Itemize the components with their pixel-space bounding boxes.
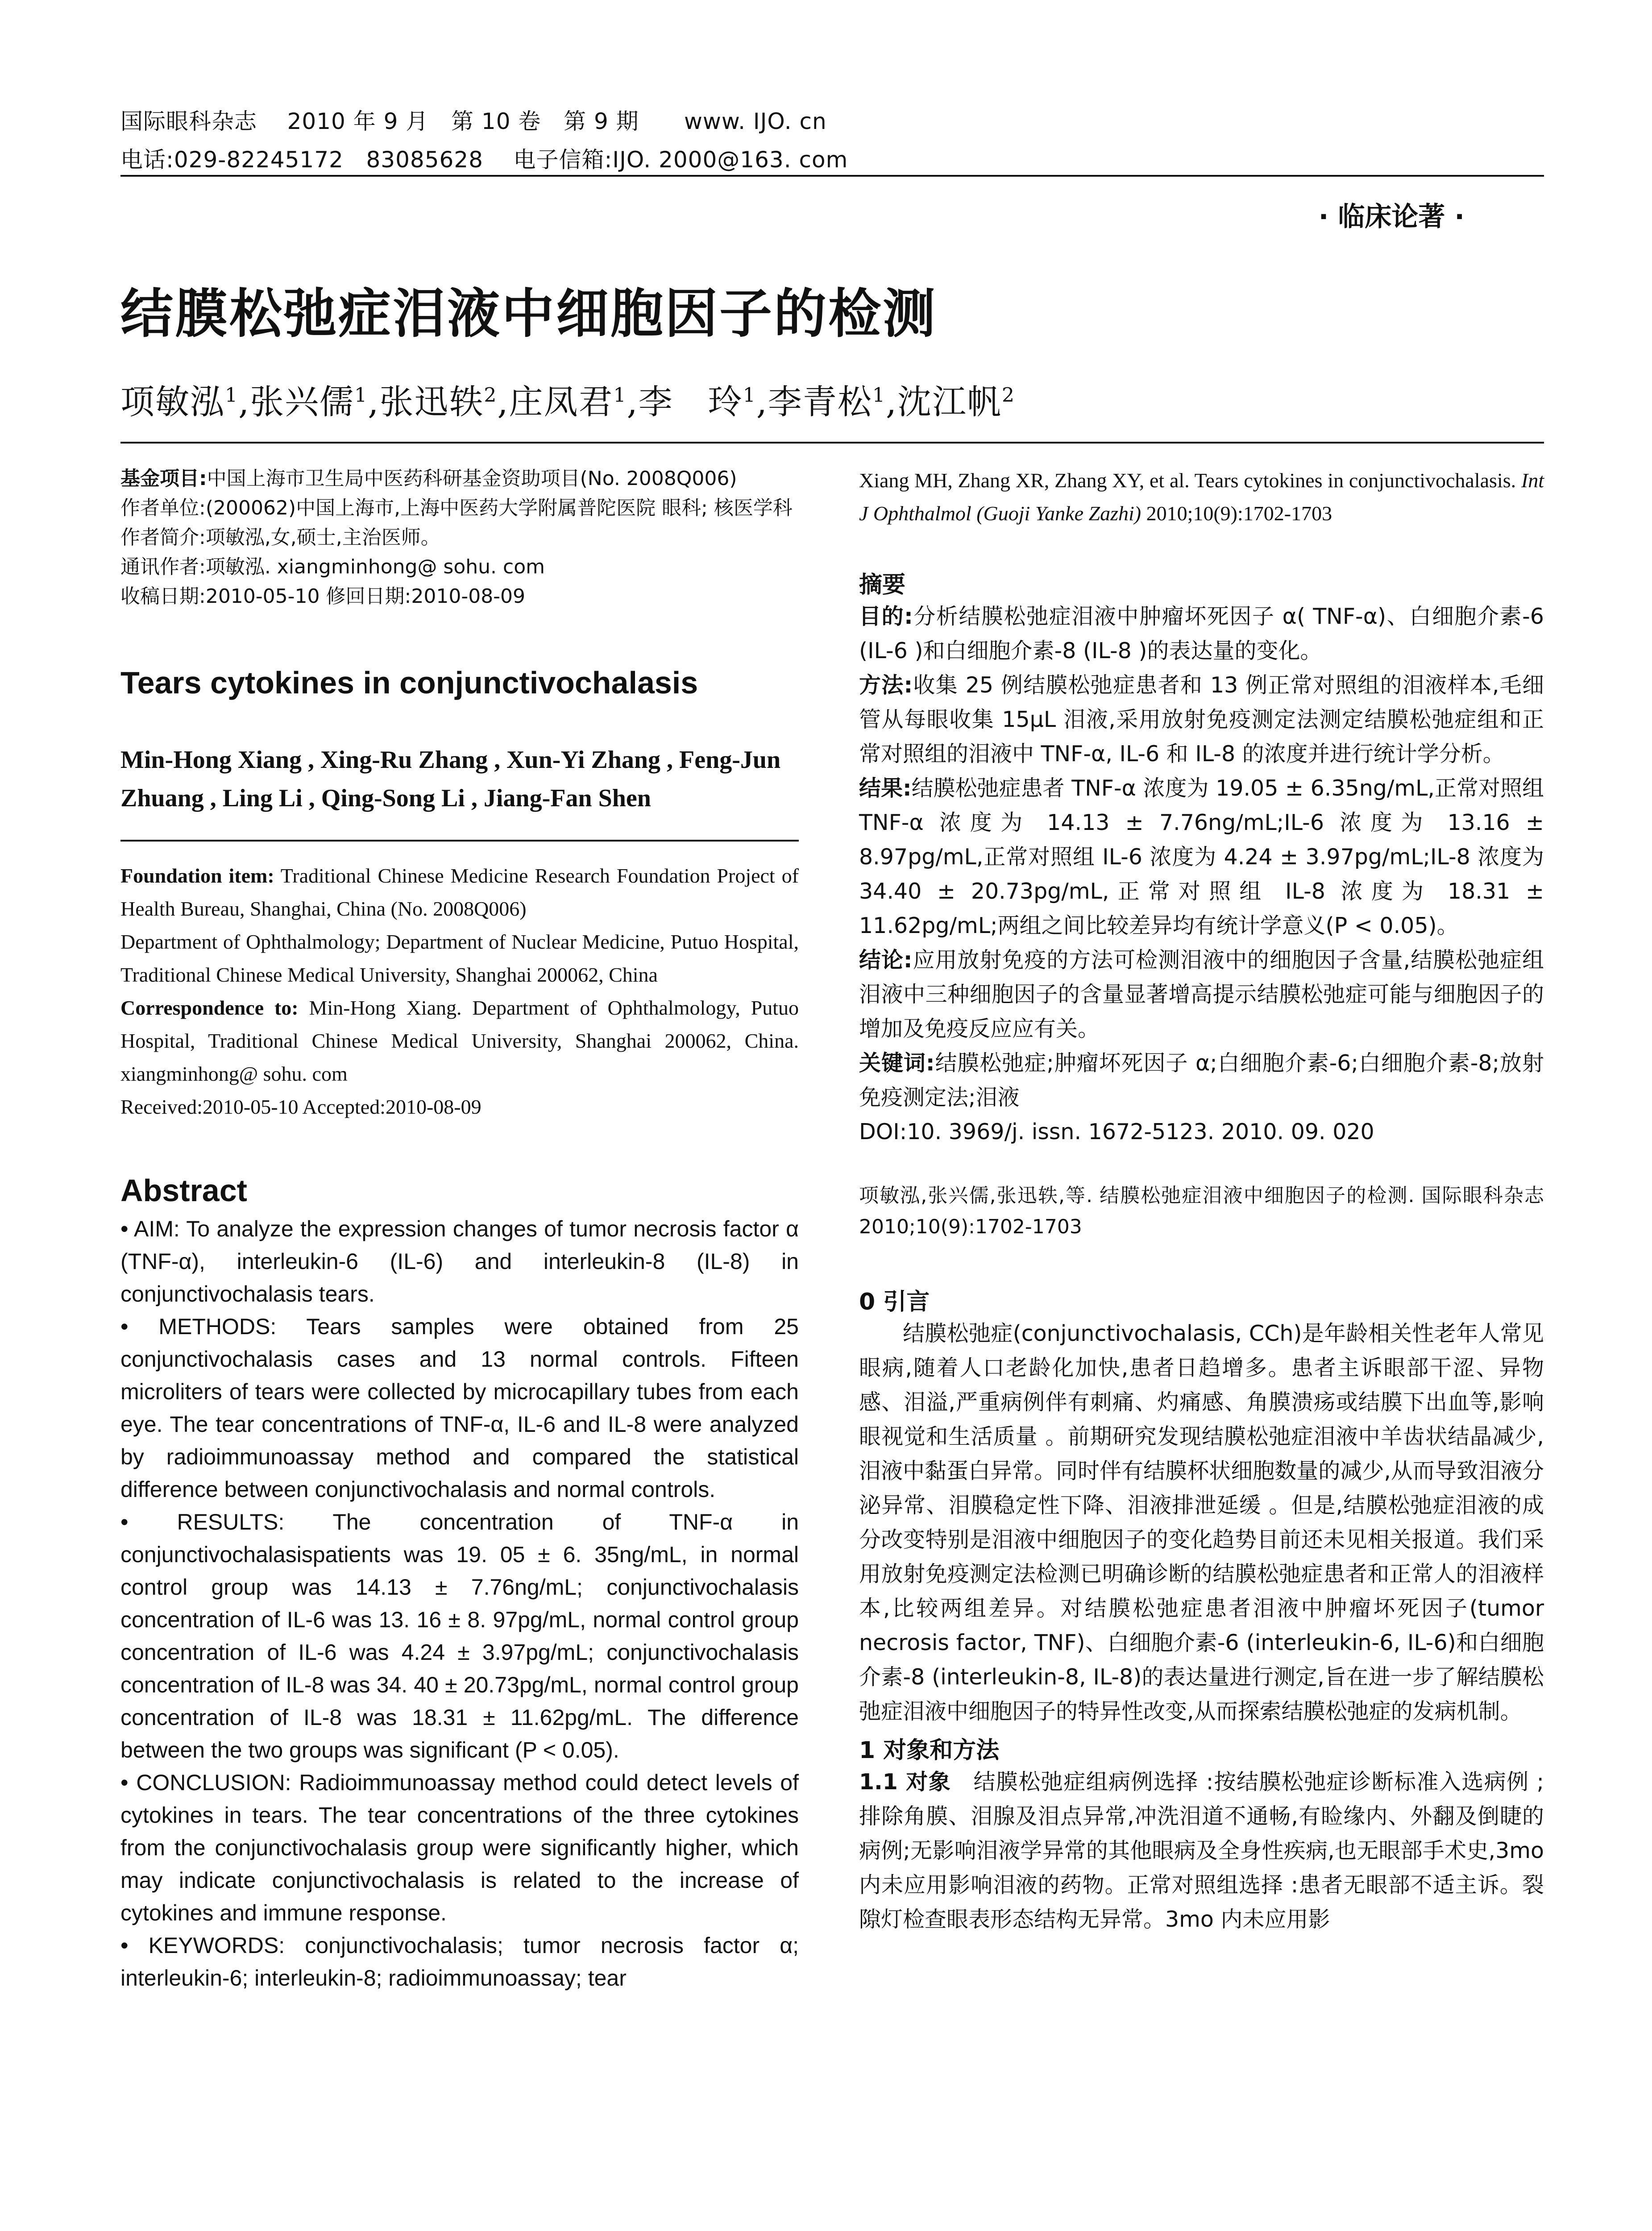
zh-conclusion-label: 结论:: [859, 947, 913, 973]
header-rule: [120, 175, 1544, 177]
foundation-label: Foundation item:: [120, 864, 274, 887]
methods-subjects: [859, 1765, 1544, 1937]
zh-keywords-text: 结膜松弛症;肿瘤坏死因子 α;白细胞介素-6;白细胞介素-8;放射免疫测定法;泪液: [859, 1050, 1544, 1110]
author: 项敏泓: [120, 382, 225, 422]
intro-heading: 0 引言: [859, 1289, 930, 1315]
author: 沈江帆: [897, 382, 1002, 422]
author-bio: 作者简介:项敏泓,女,硕士,主治医师。: [120, 526, 440, 549]
author-affiliation-mark: 1: [872, 384, 886, 407]
departments: Department of Ophthalmology; Department of Nuclear Medicine, Putuo Hospital, Traditional Chinese Medical University, Shanghai 200062, China: [120, 930, 799, 986]
author-list: 项敏泓$^1$,张兴儒$^1$,张迅轶$^2$,庄凤君$^1$,李 玲$^1$,李青松$^1$,沈江帆$^2$: [120, 382, 1016, 422]
author-affiliation-mark: 1: [354, 384, 368, 407]
author-affiliation-mark: 2: [484, 384, 498, 407]
right-column: [859, 464, 1544, 1937]
foundation-text: Traditional Chinese Medicine Research Foundation Project of Health Bureau, Shanghai, China (No. 2008Q006): [120, 864, 799, 920]
section-tag: · 临床论著 ·: [1318, 201, 1465, 232]
authors-rule: [120, 442, 1544, 444]
correspondence: [120, 991, 799, 1091]
citation-authors: Xiang MH, Zhang XR, Zhang XY, et al. Tears cytokines in conjunctivochalasis.: [859, 469, 1521, 492]
zh-aim-label: 目的:: [859, 604, 913, 629]
corresponding-author: 通讯作者:项敏泓. xiangminhong@ sohu. com: [120, 556, 545, 578]
citation-volume: 2010;10(9):1702-1703: [1141, 502, 1332, 525]
author: 庄凤君: [509, 382, 614, 422]
zh-methods: [859, 668, 1544, 771]
english-citation: [859, 464, 1544, 530]
methods-heading: 1 对象和方法: [859, 1737, 1000, 1764]
correspondence-label: Correspondence to:: [120, 996, 299, 1019]
zh-keywords: [859, 1046, 1544, 1115]
subjects-label: 1.1 对象: [859, 1769, 951, 1795]
fund-label: 基金项目:: [120, 467, 207, 490]
journal-header-line1: 国际眼科杂志 2010 年 9 月 第 10 卷 第 9 期 www. IJO. cn: [120, 108, 827, 134]
zh-conclusion-text: 应用放射免疫的方法可检测泪液中的细胞因子含量,结膜松弛症组泪液中三种细胞因子的含量显著增高提示结膜松弛症可能与细胞因子的增加及免疫反应应有关。: [859, 947, 1544, 1041]
zh-results-text: 结膜松弛症患者 TNF-α 浓度为 19.05 ± 6.35ng/mL,正常对照组 TNF-α 浓度为 14.13 ± 7.76ng/mL;IL-6 浓度为 13.16 ± 8.97pg/mL,正常对照组 IL-6 浓度为 4.24 ± 3.97pg/mL;IL-8 浓度为 34.40 ± 20.73pg/mL,正常对照组 IL-8 浓度为 18.31 ± 11.62pg/mL;两组之间比较差异均有统计学意义(P < 0.05)。: [859, 775, 1544, 938]
fund-text: 中国上海市卫生局中医药科研基金资助项目(No. 2008Q006): [207, 467, 737, 490]
chinese-citation: 项敏泓,张兴儒,张迅轶,等. 结膜松弛症泪液中细胞因子的检测. 国际眼科杂志 2010;10(9):1702-1703: [859, 1184, 1544, 1238]
author: 李 玲: [638, 382, 743, 422]
citation-journal: Int J Ophthalmol (Guoji Yanke Zazhi): [859, 469, 1544, 525]
author-affiliation-mark: 2: [1002, 384, 1016, 407]
zh-results-label: 结果:: [859, 775, 912, 801]
zh-methods-text: 收集 25 例结膜松弛症患者和 13 例正常对照组的泪液样本,毛细管从每眼收集 15μL 泪液,采用放射免疫测定法测定结膜松弛症组和正常对照组的泪液中 TNF-α, IL-6 和 IL-8 的浓度并进行统计学分析。: [859, 672, 1544, 767]
received-dates: 收稿日期:2010-05-10 修回日期:2010-08-09: [120, 585, 526, 608]
fund-info: [120, 464, 799, 493]
author-affiliation-mark: 1: [613, 384, 627, 407]
author: 李青松: [768, 382, 872, 422]
subjects-text: 结膜松弛症组病例选择 :按结膜松弛症诊断标准入选病例 ;排除角膜、泪腺及泪点异常,冲洗泪道不通畅,有睑缘内、外翻及倒睫的病例;无影响泪液学异常的其他眼病及全身性疾病,也无眼部手术史,3mo 内未应用影响泪液的药物。正常对照组选择 :患者无眼部不适主诉。裂隙灯检查眼表形态结构无异常。3mo 内未应用影: [859, 1769, 1544, 1932]
zh-conclusion: [859, 943, 1544, 1046]
foundation-item: [120, 859, 799, 925]
author-unit: 作者单位:(200062)中国上海市,上海中医药大学附属普陀医院 眼科; 核医学科: [120, 497, 793, 519]
english-authors-rule: [120, 840, 799, 842]
zh-methods-label: 方法:: [859, 672, 913, 698]
zh-aim: [859, 599, 1544, 668]
author-affiliation-mark: 1: [743, 384, 756, 407]
abstract-results: • RESULTS: The concentration of TNF-α in conjunctivochalasispatients was 19. 05 ± 6. 35ng/mL, in normal control group was 14.13 ± 7.76ng/mL; conjunctivochalasis concentration of IL-6 was 13. 16 ± 8. 97pg/mL, normal control group concentration of IL-6 was 4.24 ± 3.97pg/mL; conjunctivochalasis concentration of IL-8 was 34. 40 ± 20.73pg/mL, normal control group concentration of IL-8 was 18.31 ± 11.62pg/mL. The difference between the two groups was significant (P < 0.05).: [120, 1509, 799, 1762]
author-affiliation-mark: 1: [225, 384, 238, 407]
received-accepted: Received:2010-05-10 Accepted:2010-08-09: [120, 1095, 481, 1118]
zh-aim-text: 分析结膜松弛症泪液中肿瘤坏死因子 α( TNF-α)、白细胞介素-6 (IL-6 )和白细胞介素-8 (IL-8 )的表达量的变化。: [859, 604, 1544, 663]
abstract-keywords: • KEYWORDS: conjunctivochalasis; tumor necrosis factor α; interleukin-6; interleukin-8; radioimmunoassay; tear: [120, 1933, 799, 1990]
zh-results: [859, 771, 1544, 943]
abstract-methods: • METHODS: Tears samples were obtained from 25 conjunctivochalasis cases and 13 normal controls. Fifteen microliters of tears were collected by microcapillary tubes from each eye. The tear concentrations of TNF-α, IL-6 and IL-8 were analyzed by radioimmunoassay method and compared the statistical difference between conjunctivochalasis and normal controls.: [120, 1314, 799, 1502]
zh-keywords-label: 关键词:: [859, 1050, 935, 1076]
author: 张迅轶: [379, 382, 484, 422]
english-title: Tears cytokines in conjunctivochalasis: [120, 665, 698, 700]
intro-body: 结膜松弛症(conjunctivochalasis, CCh)是年龄相关性老年人常见眼病,随着人口老龄化加快,患者日趋增多。患者主诉眼部干涩、异物感、泪溢,严重病例伴有刺痛、灼痛感、角膜溃疡或结膜下出血等,影响眼视觉和生活质量 。前期研究发现结膜松弛症泪液中羊齿状结晶减少,泪液中黏蛋白异常。同时伴有结膜杯状细胞数量的减少,从而导致泪液分泌异常、泪膜稳定性下降、泪液排泄延缓 。但是,结膜松弛症泪液的成分改变特别是泪液中细胞因子的变化趋势目前还未见相关报道。我们采用放射免疫测定法检测已明确诊断的结膜松弛症患者和正常人的泪液样本,比较两组差异。对结膜松弛症患者泪液中肿瘤坏死因子(tumor necrosis factor, TNF)、白细胞介素-6 (interleukin-6, IL-6)和白细胞介素-8 (interleukin-8, IL-8)的表达量进行测定,旨在进一步了解结膜松弛症泪液中细胞因子的特异性改变,从而探索结膜松弛症的发病机制。: [859, 1321, 1544, 1724]
author: 张兴儒: [250, 382, 355, 422]
article-title: 结膜松弛症泪液中细胞因子的检测: [120, 283, 938, 344]
abstract-conclusion: • CONCLUSION: Radioimmunoassay method could detect levels of cytokines in tears. The tear concentrations of the three cytokines from the conjunctivochalasis group were significantly higher, which may indicate conjunctivochalasis is related to the increase of cytokines and immune response.: [120, 1770, 799, 1925]
journal-header-line2: 电话:029-82245172 83085628 电子信箱:IJO. 2000@163. com: [120, 147, 848, 173]
english-authors: Min-Hong Xiang , Xing-Ru Zhang , Xun-Yi Zhang , Feng-Jun Zhuang , Ling Li , Qing-Song Li , Jiang-Fan Shen: [120, 746, 781, 812]
abstract-aim: • AIM: To analyze the expression changes of tumor necrosis factor α (TNF-α), interleukin-6 (IL-6) and interleukin-8 (IL-8) in conjunctivochalasis tears.: [120, 1216, 799, 1306]
left-column: [120, 464, 799, 1995]
abstract-heading: Abstract: [120, 1173, 247, 1208]
zh-abstract-heading: 摘要: [859, 572, 906, 598]
correspondence-text: Min-Hong Xiang. Department of Ophthalmology, Putuo Hospital, Traditional Chinese Medical University, Shanghai 200062, China. xiangminhong@ sohu. com: [120, 996, 799, 1085]
doi: DOI:10. 3969/j. issn. 1672-5123. 2010. 09. 020: [859, 1119, 1374, 1145]
